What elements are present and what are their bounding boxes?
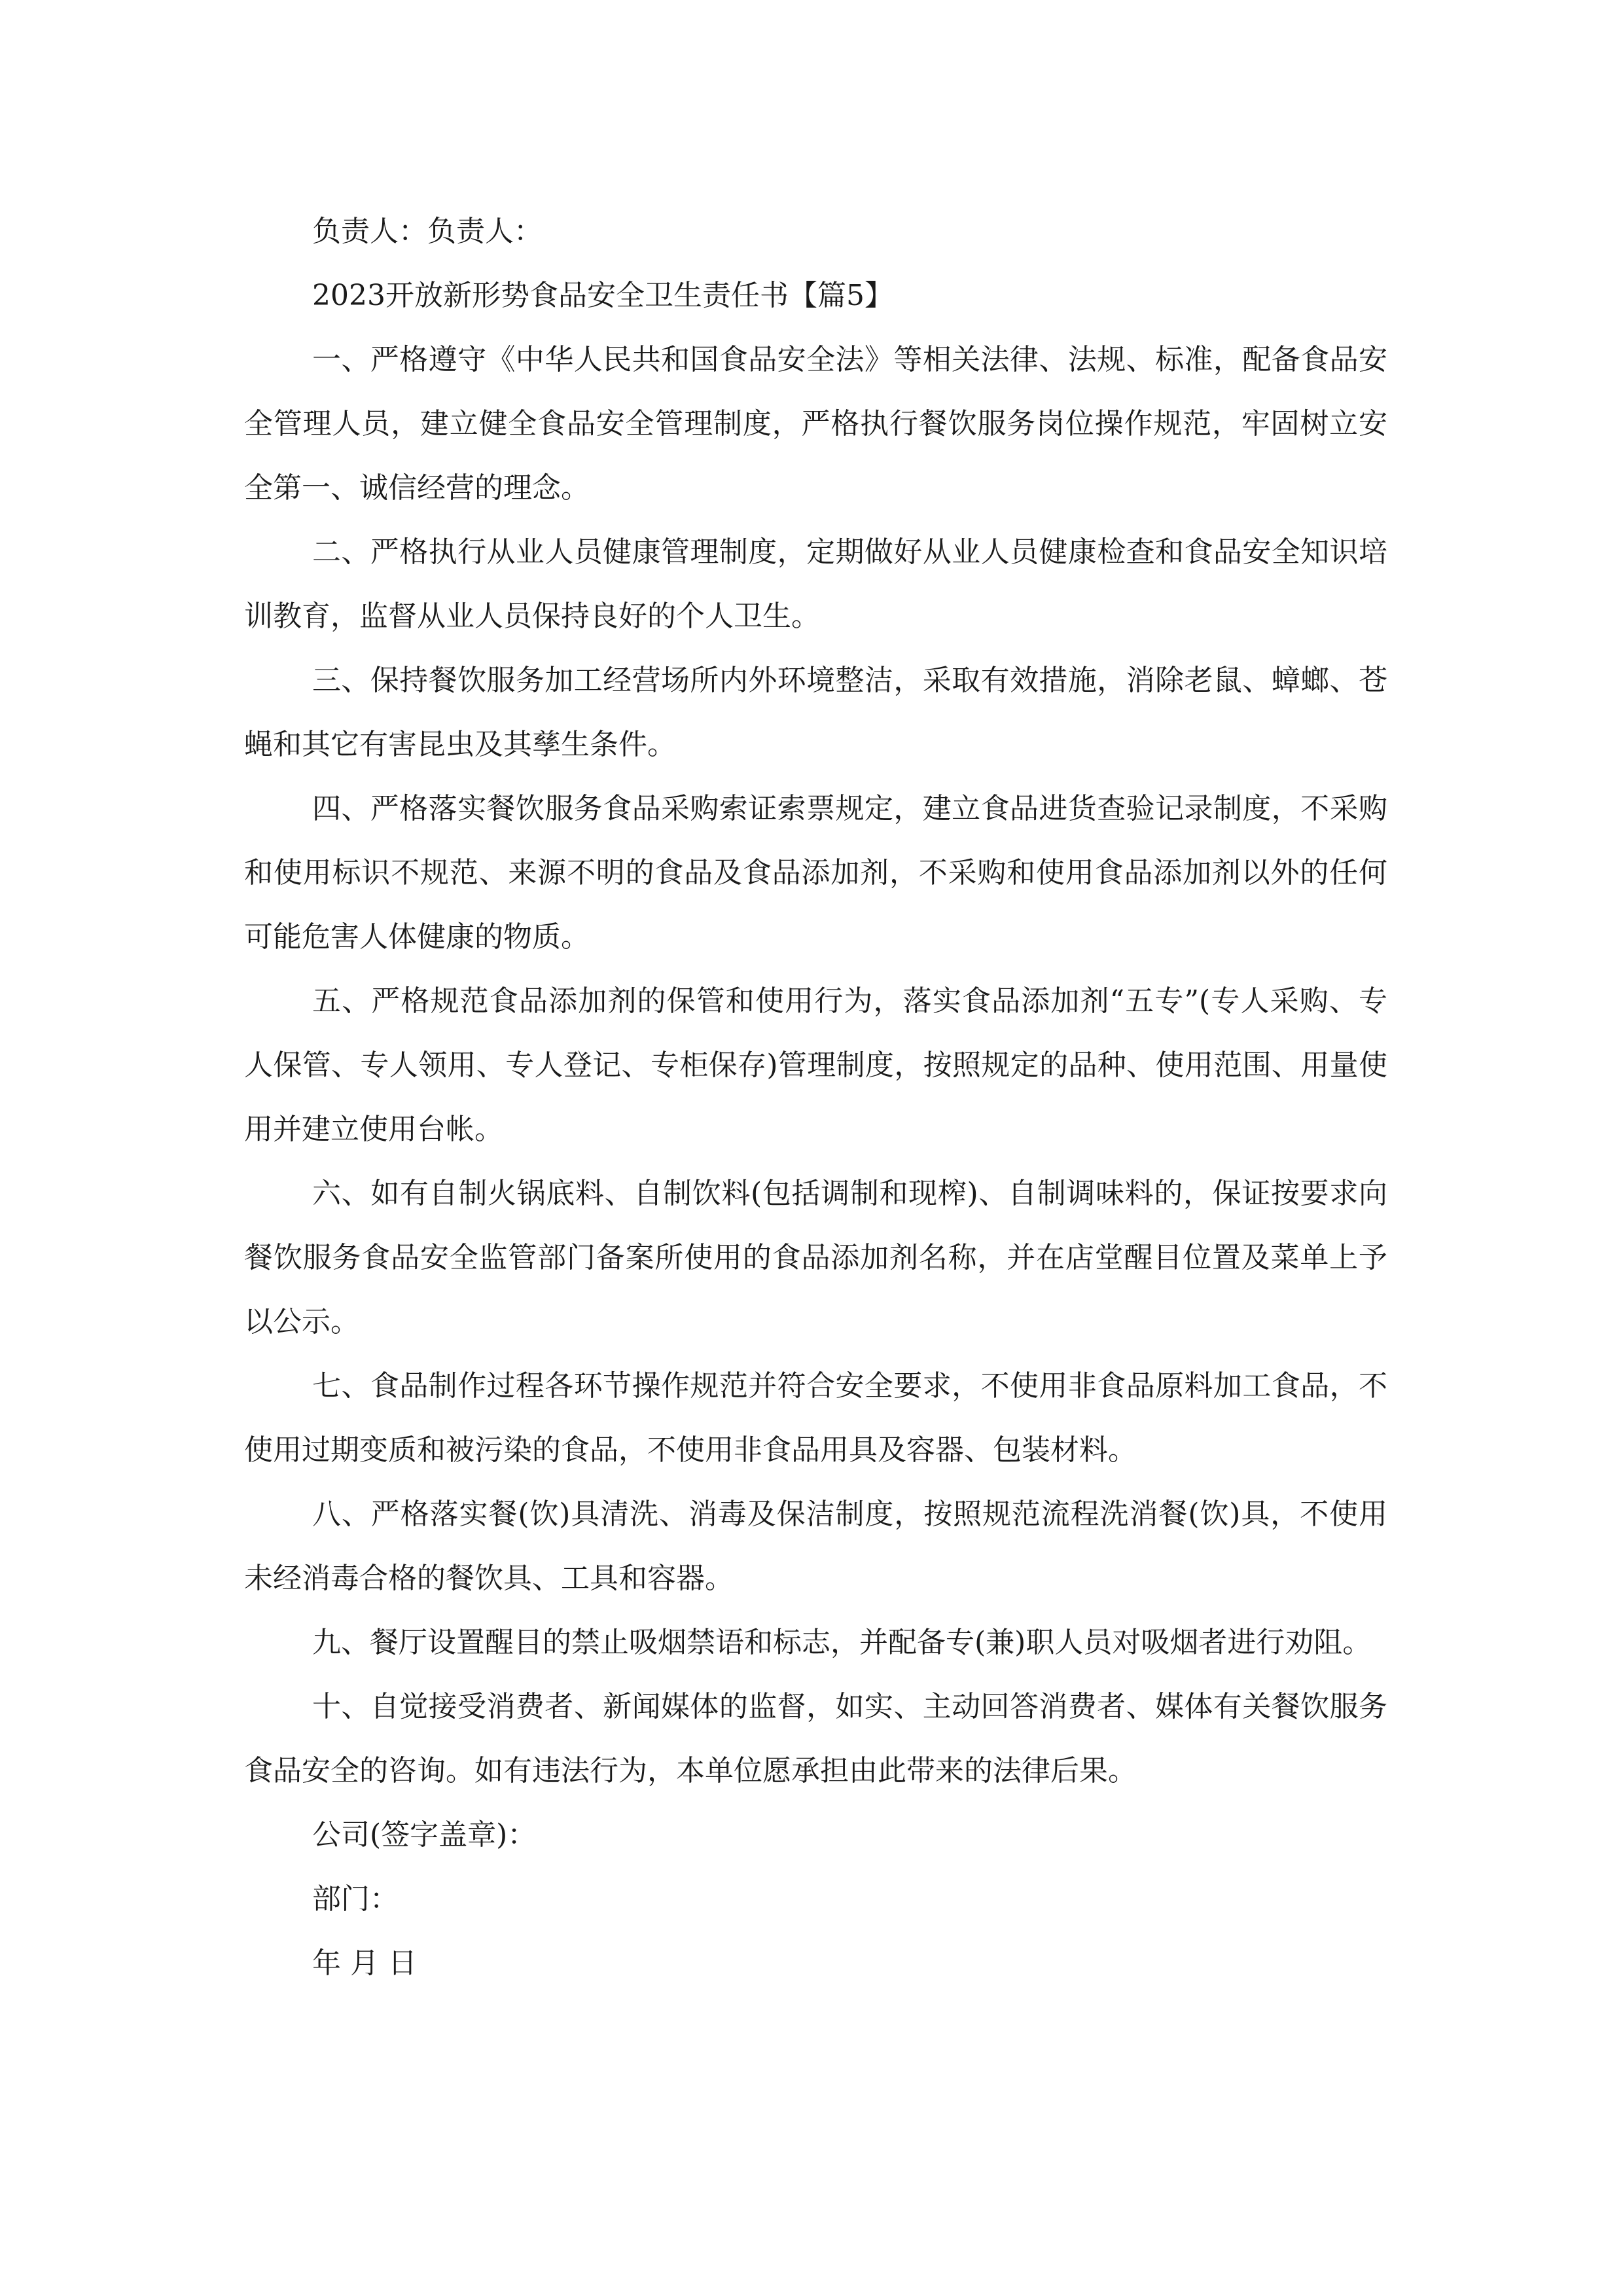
clause-8: 八、严格落实餐(饮)具清洗、消毒及保洁制度，按照规范流程洗消餐(饮)具，不使用未经消毒合格的餐饮具、工具和容器。 xyxy=(244,1498,1387,1595)
document-title: 2023开放新形势食品安全卫生责任书【篇5】 xyxy=(312,279,893,312)
clause-4: 四、严格落实餐饮服务食品采购索证索票规定，建立食品进货查验记录制度，不采购和使用标识不规范、来源不明的食品及食品添加剂，不采购和使用食品添加剂以外的任何可能危害人体健康的物质。 xyxy=(244,792,1387,954)
clause-6: 六、如有自制火锅底料、自制饮料(包括调制和现榨)、自制调味料的，保证按要求向餐饮服务食品安全监管部门备案所使用的食品添加剂名称，并在店堂醒目位置及菜单上予以公示。 xyxy=(244,1177,1387,1338)
department-line: 部门： xyxy=(312,1882,399,1916)
clause-5: 五、严格规范食品添加剂的保管和使用行为，落实食品添加剂“五专”(专人采购、专人保管、专人领用、专人登记、专柜保存)管理制度，按照规定的品种、使用范围、用量使用并建立使用台帐。 xyxy=(244,984,1387,1146)
date-line: 年 月 日 xyxy=(312,1946,417,1980)
clause-9: 九、餐厅设置醒目的禁止吸烟禁语和标志，并配备专(兼)职人员对吸烟者进行劝阻。 xyxy=(312,1626,1372,1659)
document-body xyxy=(244,200,1387,1996)
clause-1: 一、严格遵守《中华人民共和国食品安全法》等相关法律、法规、标准，配备食品安全管理人员，建立健全食品安全管理制度，严格执行餐饮服务岗位操作规范，牢固树立安全第一、诚信经营的理念。 xyxy=(244,343,1387,505)
clause-7: 七、食品制作过程各环节操作规范并符合安全要求，不使用非食品原料加工食品，不使用过期变质和被污染的食品，不使用非食品用具及容器、包装材料。 xyxy=(244,1369,1387,1467)
clause-2: 二、严格执行从业人员健康管理制度，定期做好从业人员健康检查和食品安全知识培训教育，监督从业人员保持良好的个人卫生。 xyxy=(244,535,1387,633)
clause-10: 十、自觉接受消费者、新闻媒体的监督，如实、主动回答消费者、媒体有关餐饮服务食品安全的咨询。如有违法行为，本单位愿承担由此带来的法律后果。 xyxy=(244,1690,1387,1787)
company-signature-line: 公司(签字盖章)： xyxy=(312,1818,537,1852)
clause-3: 三、保持餐饮服务加工经营场所内外环境整洁，采取有效措施，消除老鼠、蟑螂、苍蝇和其它有害昆虫及其孳生条件。 xyxy=(244,664,1387,761)
responsible-line: 负责人：负责人： xyxy=(312,215,543,248)
